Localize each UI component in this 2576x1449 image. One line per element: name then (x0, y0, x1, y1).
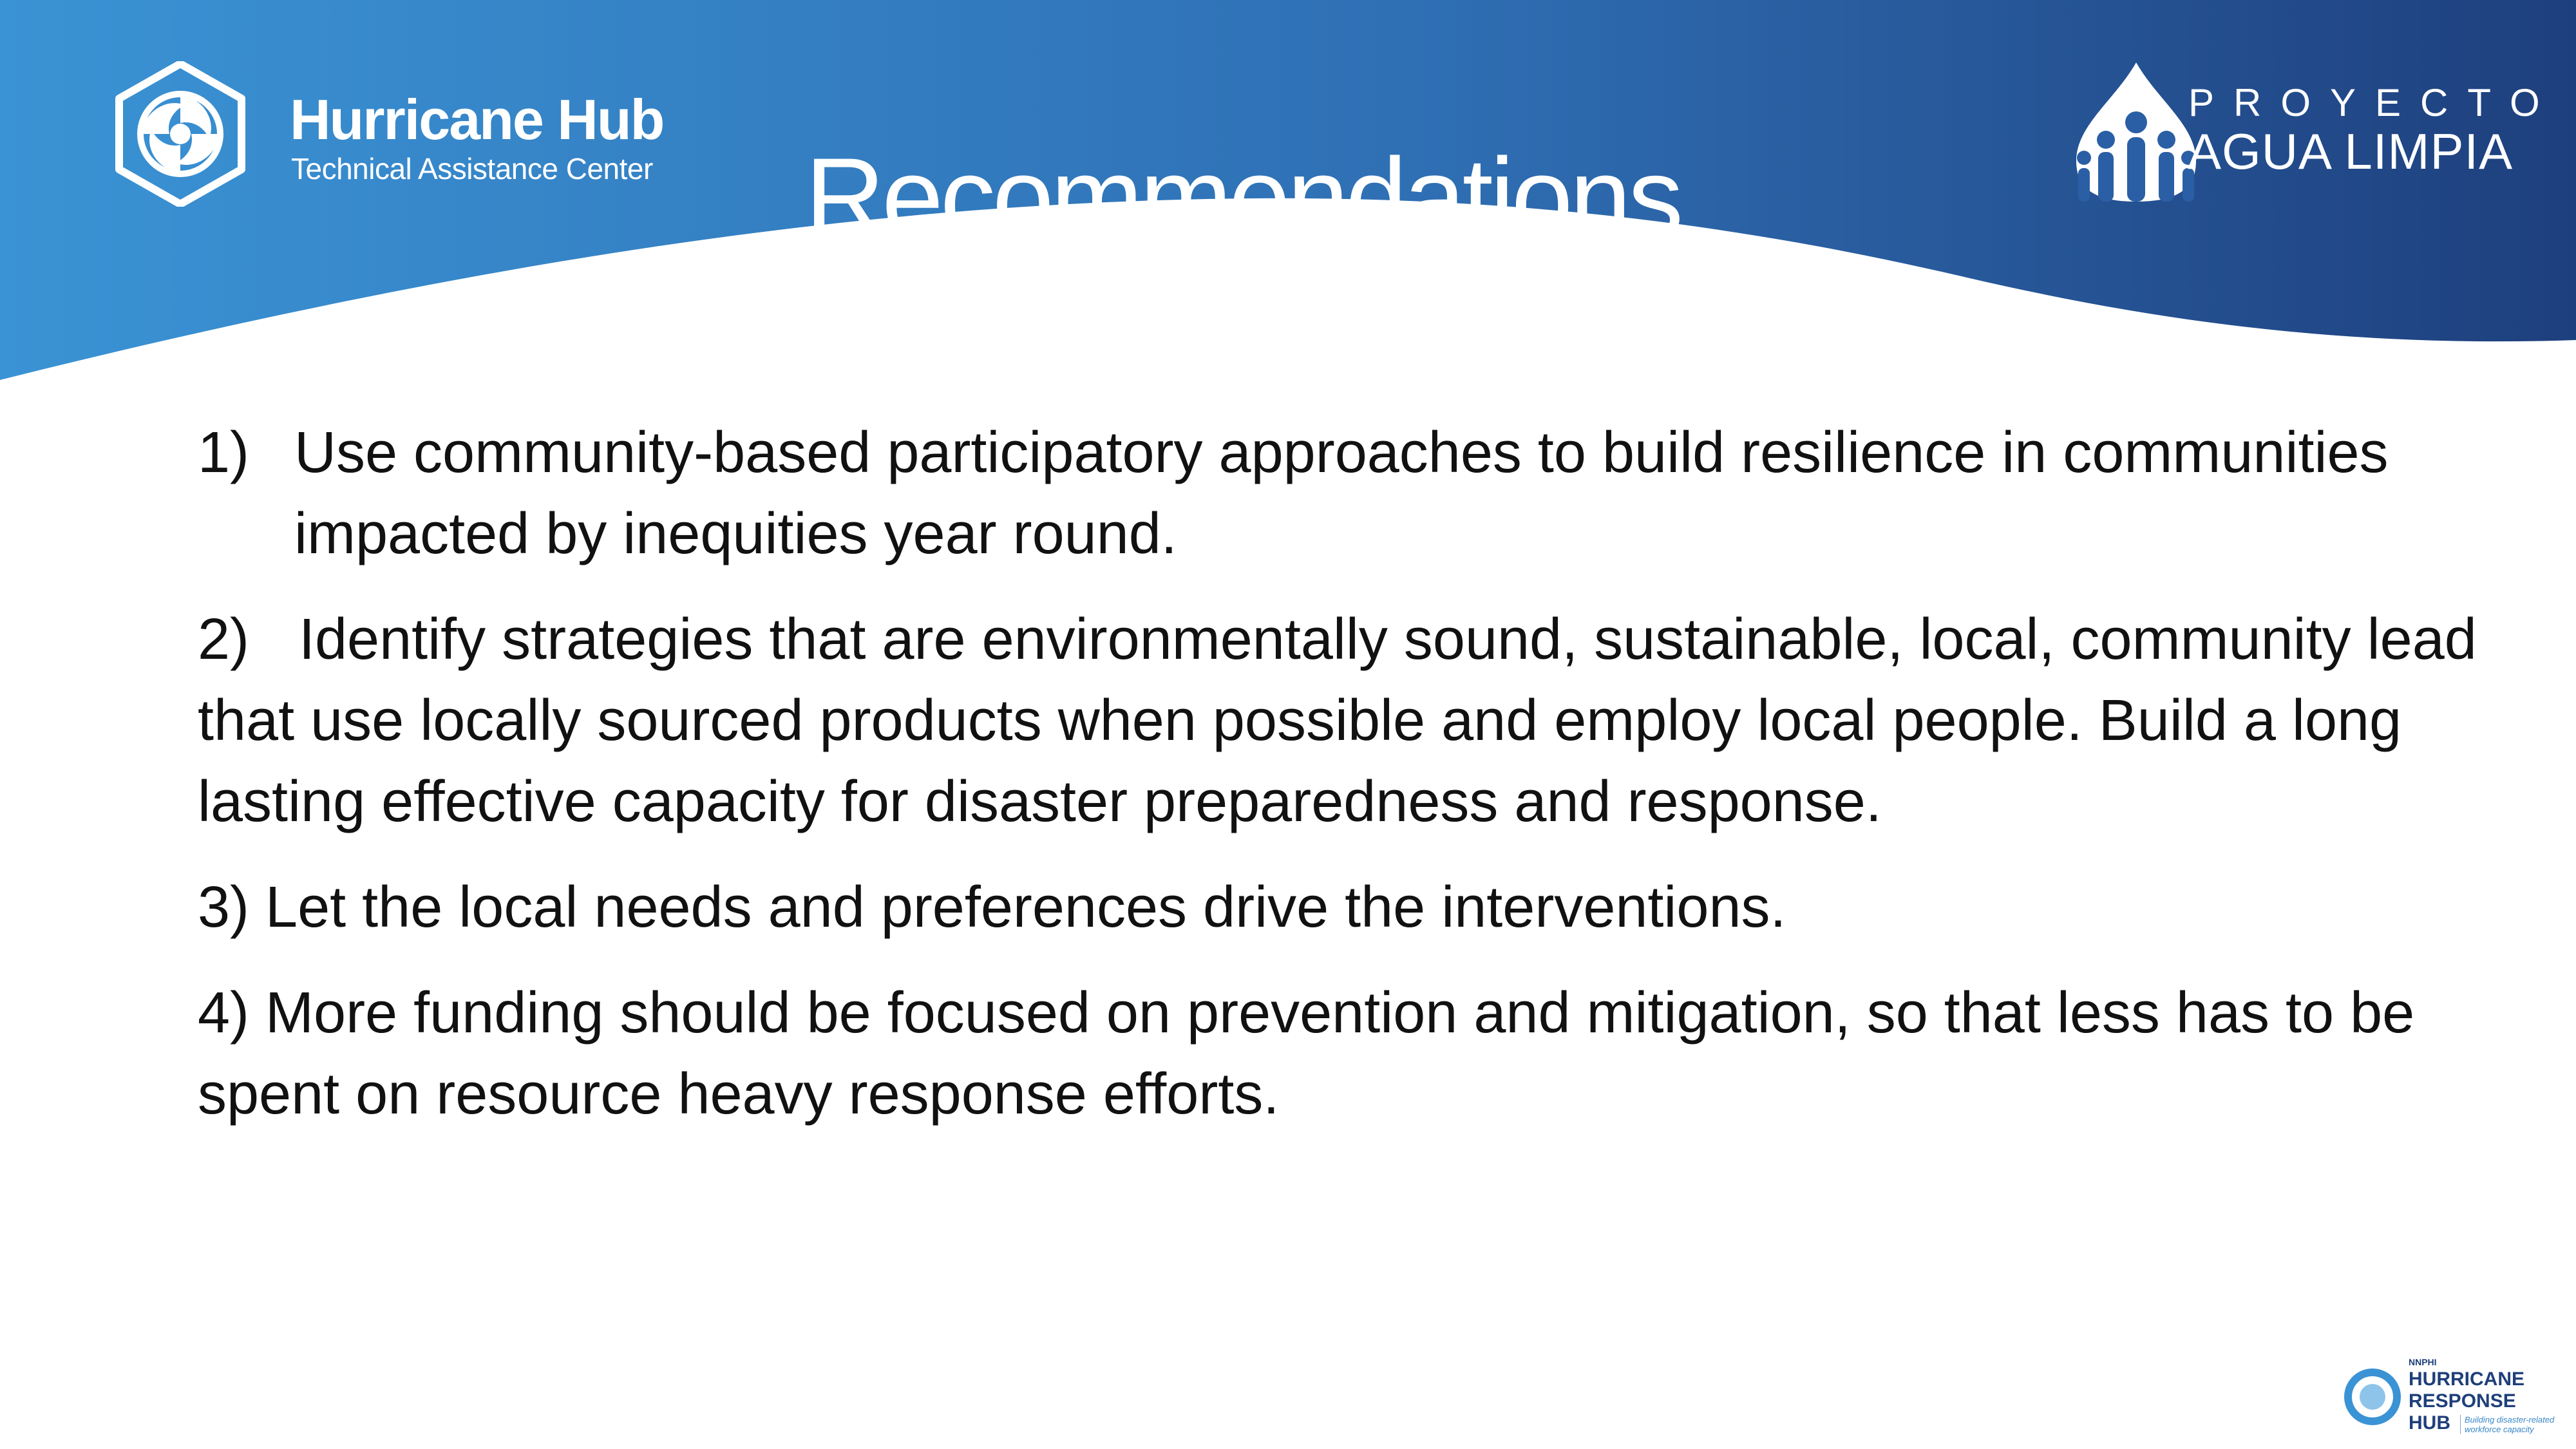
recommendation-text: Let the local needs and preferences drive the interventions. (265, 875, 1786, 940)
agua-limpia-line2: AGUA LIMPIA (2188, 123, 2514, 180)
recommendation-item-4 (198, 972, 2529, 1135)
recommendation-number: 3) (198, 875, 250, 940)
recommendation-text: Identify strategies that are environmentally sound, sustainable, local, community lead that use locally sourced products when possible and employ local people. Build a long lasting effective capacity for disaster preparedness and response. (198, 607, 2477, 834)
hurricane-hub-name: Hurricane Hub (290, 88, 664, 151)
recommendation-item-3 (198, 867, 2529, 948)
hurricane-hub-subtitle: Technical Assistance Center (291, 152, 653, 185)
recommendation-number: 4) (198, 981, 250, 1045)
recommendation-item-1 (198, 412, 2529, 574)
recommendation-text: Use community-based participatory approaches to build resilience in communities impacted by inequities year round. (294, 421, 2389, 566)
footer-line3: HUB (2409, 1412, 2450, 1434)
recommendation-item-2 (198, 599, 2529, 842)
footer-tagline: Building disaster-related workforce capacity (2460, 1415, 2568, 1434)
footer-line1: HURRICANE (2409, 1368, 2524, 1390)
hurricane-hub-logo (113, 61, 664, 209)
hurricane-response-hub-logo (2344, 1356, 2563, 1446)
recommendation-number: 2) (198, 607, 250, 672)
hurricane-response-hub-icon (2344, 1368, 2401, 1425)
page-title: Recommendations (805, 135, 1681, 260)
agua-limpia-logo (2061, 61, 2559, 203)
recommendation-text: More funding should be focused on prevention and mitigation, so that less has to be spent on resource heavy response efforts. (198, 981, 2415, 1126)
recommendations-list (198, 412, 2529, 1159)
footer-line2: RESPONSE (2409, 1390, 2516, 1412)
recommendation-number: 1) (198, 421, 250, 485)
footer-org: NNPHI (2409, 1357, 2437, 1367)
agua-limpia-line1: PROYECTO (2188, 81, 2559, 124)
hurricane-hub-emblem-icon (113, 61, 248, 207)
